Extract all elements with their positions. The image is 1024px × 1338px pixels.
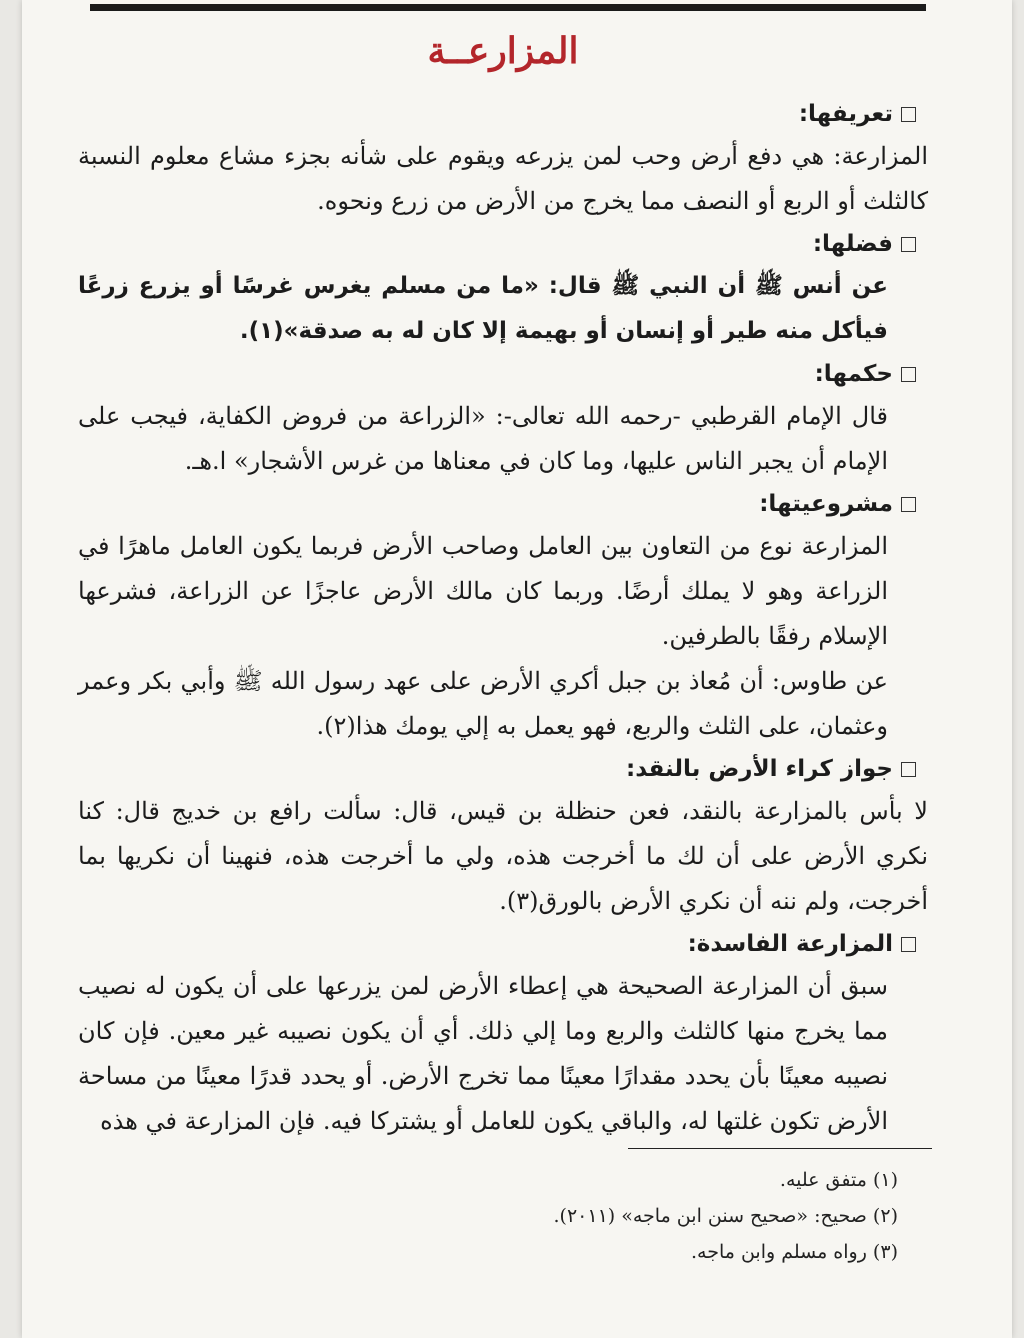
document-page	[22, 0, 1012, 1338]
footnote-2: (٢) صحيح: «صحيح سنن ابن ماجه» (٢٠١١).	[553, 1205, 898, 1227]
heading-text: جواز كراء الأرض بالنقد:	[626, 756, 893, 782]
paragraph-cooperation: المزارعة نوع من التعاون بين العامل وصاحب الأرض فربما يكون العامل ماهرًا في الزراعة وهو لا يملك أرضًا. وربما كان مالك الأرض عاجزًا عن الزراعة، فشرعها الإسلام رفقًا بالطرفين.	[78, 532, 888, 650]
paragraph-qurtubi: قال الإمام القرطبي -رحمه الله تعالى-: «الزراعة من فروض الكفاية، فيجب على الإمام أن يجبر الناس عليها، وما كان في معناها من غرس الأشجار» ا.هـ.	[78, 402, 888, 475]
section-heading-ruling	[78, 354, 928, 394]
checkbox-square-icon	[901, 107, 916, 122]
checkbox-square-icon	[901, 937, 916, 952]
heading-text: فضلها:	[812, 231, 893, 257]
section-heading-cash-rent	[78, 749, 928, 789]
paragraph-invalid: سبق أن المزارعة الصحيحة هي إعطاء الأرض لمن يزرعها على أن يكون له نصيب مما يخرج منها كالثلث والربع وما إلي ذلك. أي أن يكون نصيبه غير معين. فإن كان نصيبه معينًا بأن يحدد مقدارًا معينًا مما تخرج الأرض. أو يحدد قدرًا معينًا من مساحة الأرض تكون غلتها له، والباقي يكون للعامل أو يشتركا فيه. فإن المزارعة في هذه	[78, 972, 888, 1135]
top-rule	[90, 4, 926, 11]
page-title: المزارعــة	[427, 30, 579, 72]
checkbox-square-icon	[901, 497, 916, 512]
footnotes	[554, 1162, 898, 1270]
paragraph-definition: المزارعة: هي دفع أرض وحب لمن يزرعه ويقوم على شأنه بجزء مشاع معلوم النسبة كالثلث أو الربع أو النصف مما يخرج من الأرض من زرع ونحوه.	[78, 142, 928, 215]
section-heading-definition	[78, 94, 928, 134]
checkbox-square-icon	[901, 237, 916, 252]
footnote-3: (٣) رواه مسلم وابن ماجه.	[690, 1241, 898, 1263]
paragraph-hadith-anas: عن أنس ﷺ أن النبي ﷺ قال: «ما من مسلم يغرس غرسًا أو يزرع زرعًا فيأكل منه طير أو إنسان أو بهيمة إلا كان له به صدقة»(١).	[78, 273, 888, 344]
checkbox-square-icon	[901, 367, 916, 382]
heading-text: حكمها:	[814, 361, 893, 387]
footnote-separator	[628, 1148, 932, 1149]
footnote-1: (١) متفق عليه.	[779, 1169, 898, 1191]
paragraph-hanzala: لا بأس بالمزارعة بالنقد، فعن حنظلة بن قيس، قال: سألت رافع بن خديج قال: كنا نكري الأرض على أن لك ما أخرجت هذه، ولي ما أخرجت هذه، فنهينا أن نكريها بما أخرجت، ولم ننه أن نكري الأرض بالورق(٣).	[78, 797, 929, 915]
heading-text: تعريفها:	[798, 101, 893, 127]
heading-text: المزارعة الفاسدة:	[687, 931, 893, 957]
section-heading-virtue	[78, 224, 928, 264]
section-heading-invalid	[78, 924, 928, 964]
checkbox-square-icon	[901, 762, 916, 777]
paragraph-tawus: عن طاوس: أن مُعاذ بن جبل أكري الأرض على عهد رسول الله ﷺ وأبي بكر وعمر وعثمان، على الثلث والربع، فهو يعمل به إلي يومك هذا(٢).	[78, 667, 888, 740]
heading-text: مشروعيتها:	[759, 491, 893, 517]
section-heading-legitimacy	[78, 484, 928, 524]
text-column	[78, 22, 928, 1144]
